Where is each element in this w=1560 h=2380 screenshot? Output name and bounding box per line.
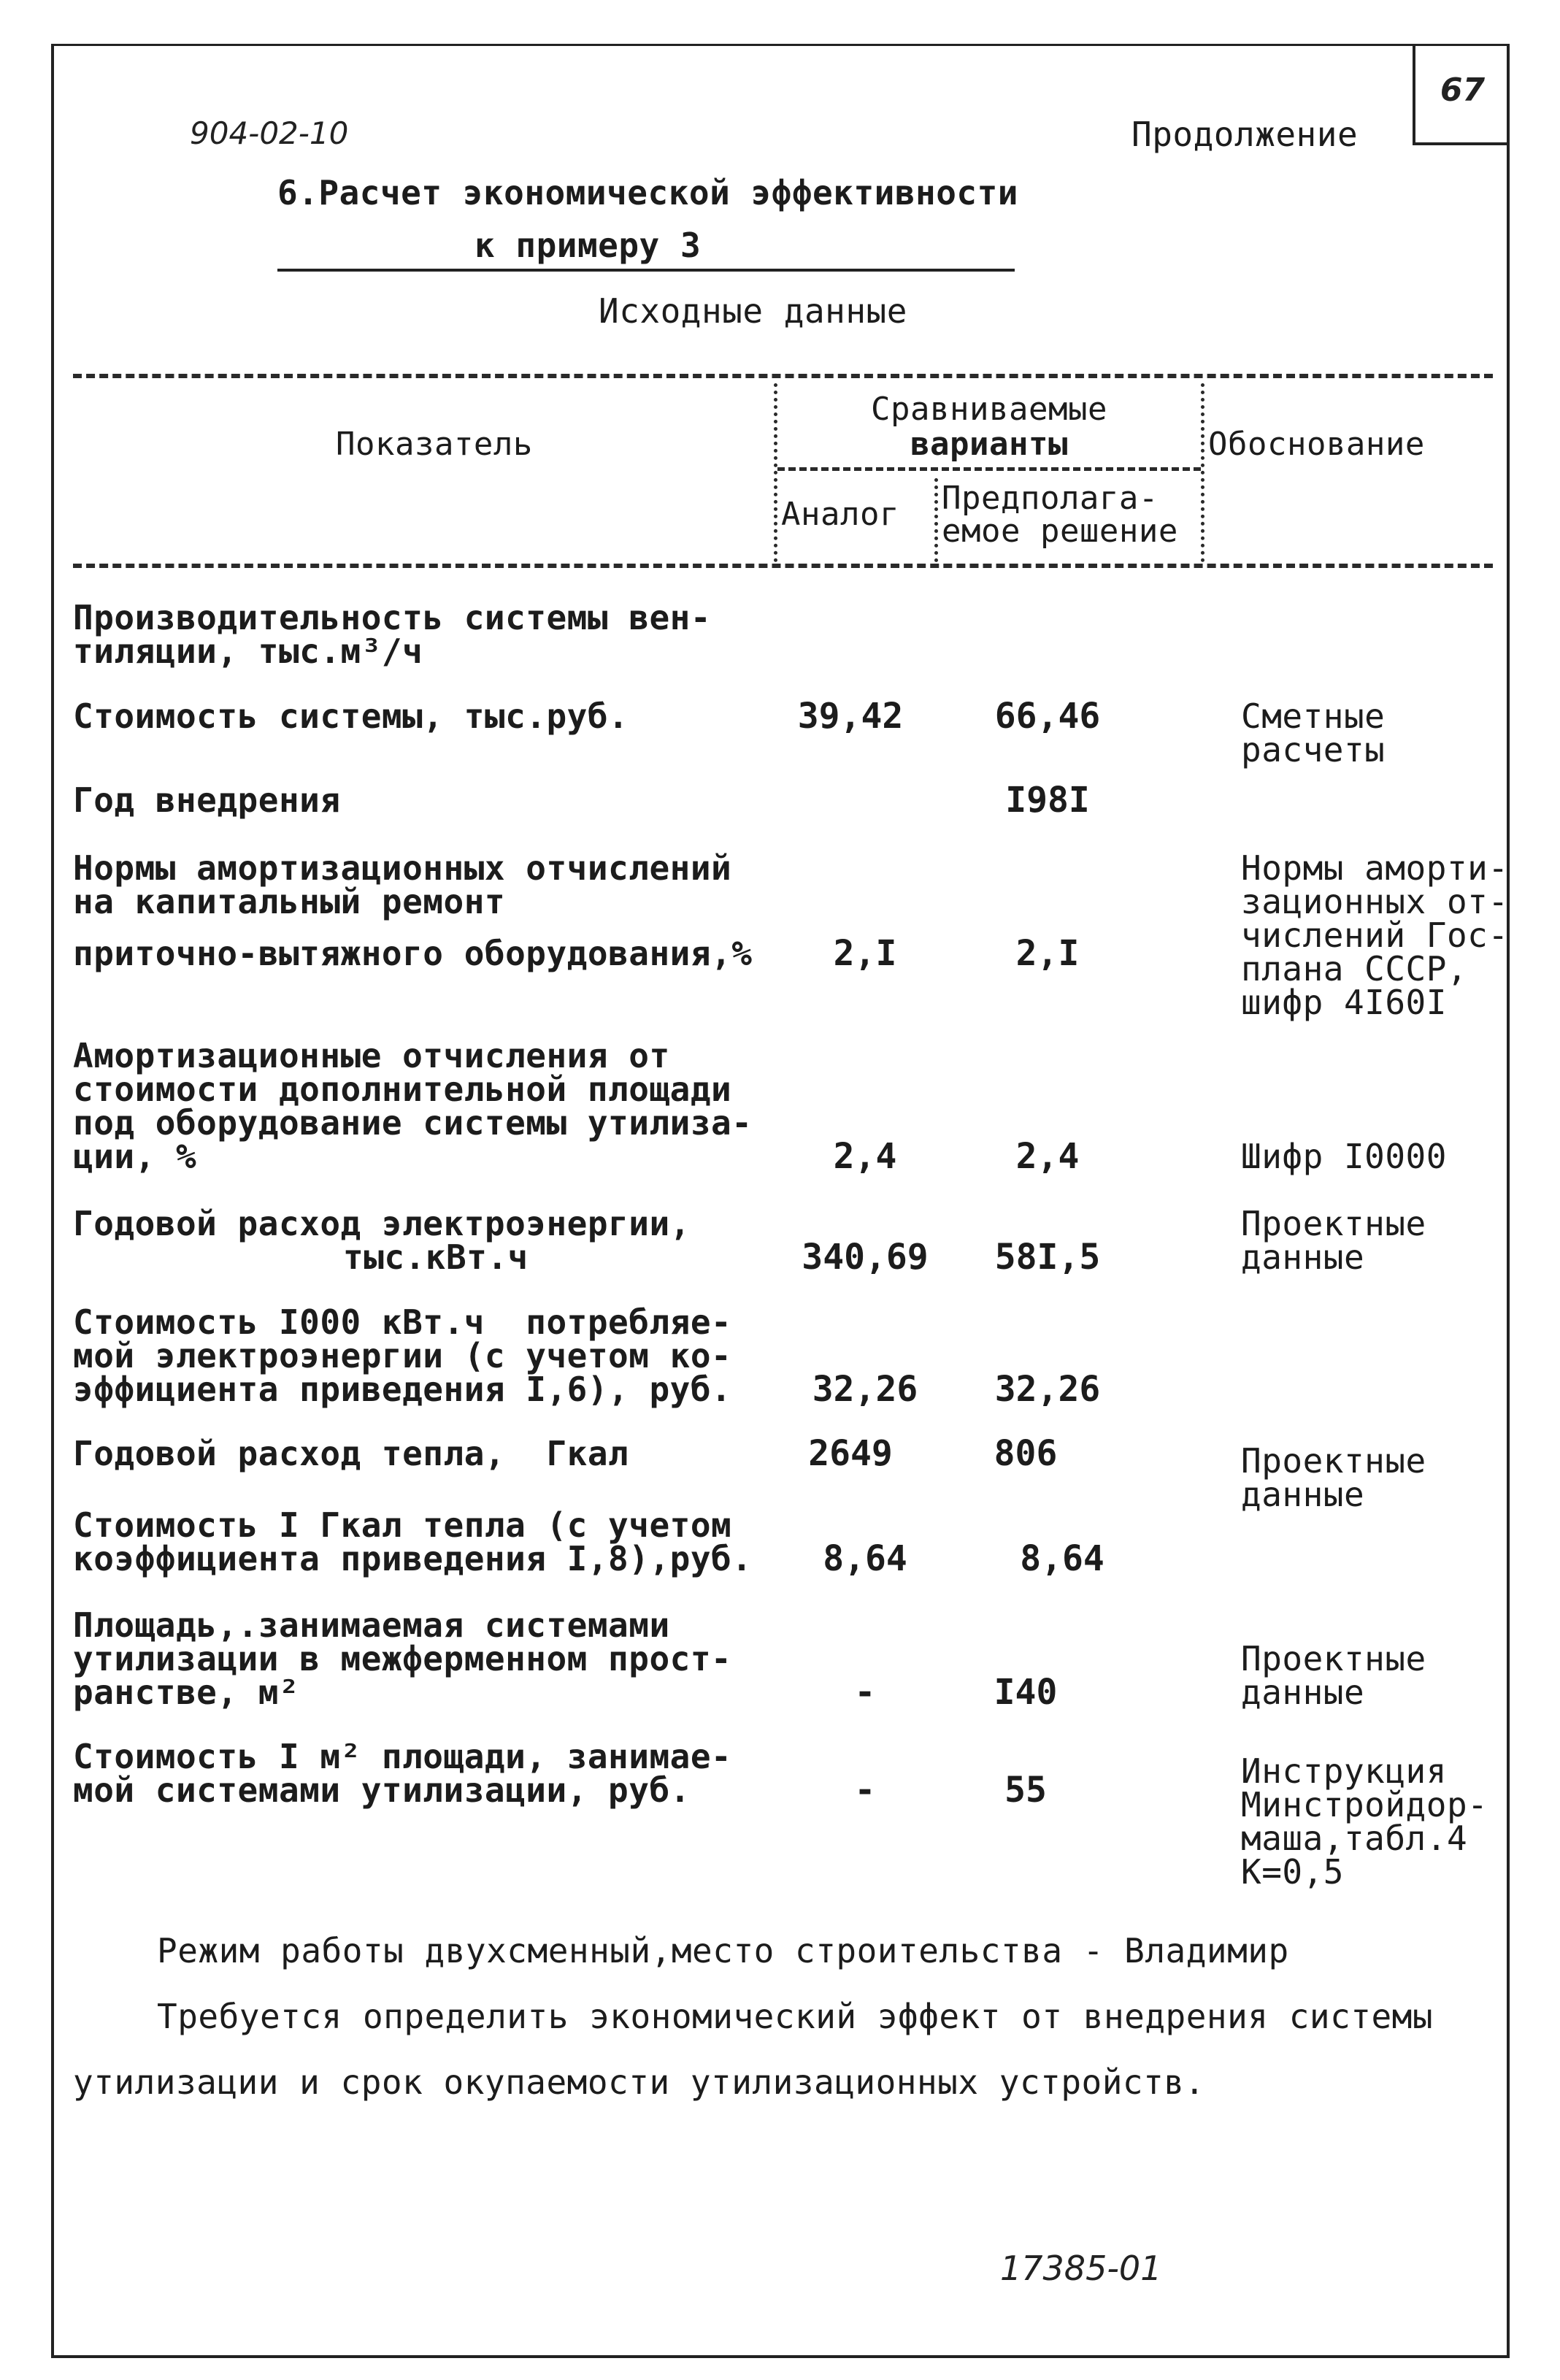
row-basis: Шифр I0000 (1241, 1137, 1447, 1176)
col-divider-inner (934, 478, 938, 562)
row-label: Стоимость системы, тыс.руб. (73, 696, 629, 736)
row-analog-value: 32,26 (812, 1369, 918, 1410)
row-label: Стоимость I Гкал тепла (с учетом (73, 1505, 732, 1545)
page-number-box (1413, 44, 1510, 145)
continuation-label: Продолжение (1131, 115, 1359, 154)
row-proposed-value: 32,26 (994, 1369, 1101, 1410)
row-proposed-value: 55 (1004, 1770, 1047, 1811)
row-analog-value: - (854, 1770, 876, 1811)
row-label: мой электроэнергии (с учетом ко- (73, 1336, 732, 1375)
row-basis: числений Гос- (1241, 915, 1509, 955)
row-label: коэффициента приведения I,8),руб. (73, 1539, 753, 1578)
section-title-example: к примеру 3 (474, 226, 702, 265)
subtitle: Исходные данные (599, 291, 907, 331)
page-number: 67 (1440, 72, 1486, 109)
row-label: Стоимость I м² площади, занимае- (73, 1737, 732, 1776)
row-label: под оборудование системы утилиза- (73, 1103, 753, 1143)
row-analog-value: 2,I (833, 933, 897, 974)
row-basis: Нормы аморти- (1241, 848, 1509, 888)
row-basis: Проектные (1241, 1639, 1426, 1678)
task-text-line-1: Требуется определить экономический эффект от внедрения системы (157, 1997, 1434, 2036)
header-proposed-2: емое решение (942, 513, 1178, 550)
row-basis: маша,табл.4 (1241, 1819, 1468, 1858)
row-proposed-value: I98I (1005, 780, 1090, 821)
row-basis: расчеты (1241, 730, 1386, 769)
bottom-document-code: 17385-01 (1000, 2249, 1162, 2288)
header-analog: Аналог (781, 496, 899, 533)
frame-bottom-line (51, 2355, 1510, 2358)
header-indicator: Показатель (336, 426, 533, 463)
row-basis: Минстройдор- (1241, 1785, 1488, 1824)
row-proposed-value: 8,64 (1020, 1538, 1104, 1579)
row-analog-value: 2,4 (833, 1136, 897, 1177)
row-proposed-value: 66,46 (994, 696, 1101, 737)
frame-right-line (1507, 44, 1510, 2358)
header-variants-1: Сравниваемые (871, 391, 1107, 428)
row-basis: зационных от- (1241, 882, 1509, 921)
row-label: тиляции, тыс.м³/ч (73, 632, 423, 671)
row-analog-value: 39,42 (797, 696, 904, 737)
row-label: Площадь,.занимаемая системами (73, 1605, 670, 1645)
row-label: Производительность системы вен- (73, 598, 712, 637)
frame-left-line (51, 44, 54, 2358)
row-label: Год внедрения (73, 780, 341, 820)
row-basis: плана СССР, (1241, 949, 1468, 989)
operating-mode-text: Режим работы двухсменный,место строительства - Владимир (157, 1931, 1289, 1970)
row-label: Нормы амортизационных отчислений (73, 848, 732, 888)
row-basis: данные (1241, 1237, 1365, 1277)
row-analog-value: 8,64 (823, 1538, 907, 1579)
row-basis: Проектные (1241, 1441, 1426, 1481)
row-label: стоимости дополнительной площади (73, 1070, 732, 1109)
row-basis: данные (1241, 1673, 1365, 1712)
row-label: Стоимость I000 кВт.ч потребляе- (73, 1302, 732, 1342)
row-label: ранстве, м² (73, 1673, 300, 1712)
row-proposed-value: 806 (994, 1433, 1058, 1474)
row-label: эффициента приведения I,6), руб. (73, 1370, 732, 1409)
row-label: Амортизационные отчисления от (73, 1036, 670, 1075)
row-proposed-value: 2,4 (1015, 1136, 1080, 1177)
row-basis: шифр 4I60I (1241, 983, 1447, 1022)
table-header-bottom-rule (73, 564, 1493, 568)
title-underline (277, 269, 1015, 272)
row-label: приточно-вытяжного оборудования,% (73, 934, 753, 973)
row-proposed-value: 2,I (1015, 933, 1080, 974)
task-text-line-2: утилизации и срок окупаемости утилизационных устройств. (73, 2062, 1205, 2102)
row-analog-value: 2649 (808, 1433, 893, 1474)
row-label: тыс.кВт.ч (343, 1237, 529, 1277)
row-label: утилизации в межферменном прост- (73, 1639, 732, 1678)
header-variants-2: варианты (910, 426, 1068, 463)
row-basis: К=0,5 (1241, 1852, 1344, 1892)
row-basis: Инструкция (1241, 1751, 1447, 1791)
header-basis: Обоснование (1208, 426, 1425, 463)
row-analog-value: - (854, 1672, 876, 1713)
row-label: Годовой расход электроэнергии, (73, 1204, 691, 1243)
row-label: мой системами утилизации, руб. (73, 1770, 691, 1810)
row-label: ции, % (73, 1137, 197, 1176)
variants-subrule (777, 467, 1201, 471)
row-label: на капитальный ремонт (73, 882, 506, 921)
row-basis: Проектные (1241, 1204, 1426, 1243)
document-code: 904-02-10 (190, 115, 349, 151)
row-basis: данные (1241, 1475, 1365, 1514)
row-label: Годовой расход тепла, Гкал (73, 1434, 629, 1473)
header-proposed-1: Предполага- (942, 480, 1159, 517)
col-divider-2 (1201, 383, 1204, 562)
section-title: 6.Расчет экономической эффективности (277, 173, 1018, 212)
row-proposed-value: I40 (994, 1672, 1058, 1713)
row-proposed-value: 58I,5 (994, 1237, 1101, 1278)
frame-top-line (51, 44, 1510, 46)
row-analog-value: 340,69 (802, 1237, 929, 1278)
row-basis: Сметные (1241, 696, 1386, 736)
table-top-rule (73, 374, 1493, 378)
